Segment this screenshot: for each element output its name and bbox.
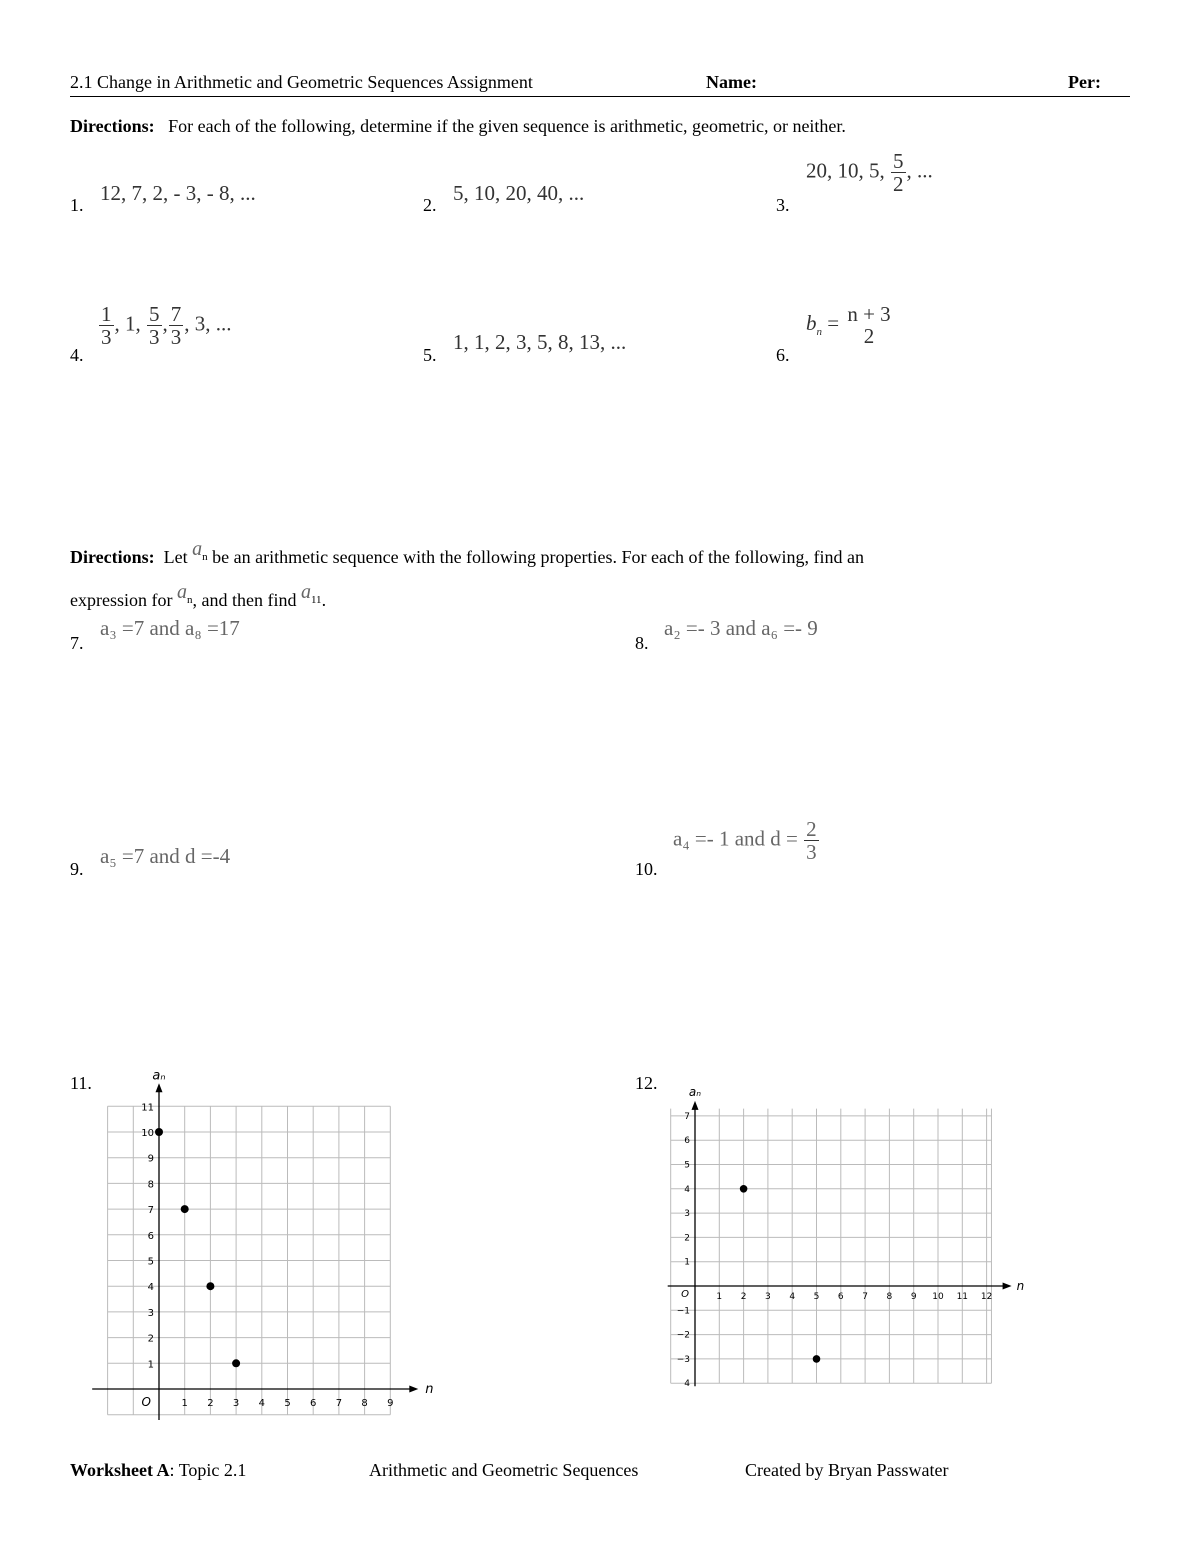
- variable-subscript: n: [186, 593, 193, 606]
- data-point: [181, 1205, 189, 1213]
- x-tick-label: 5: [284, 1398, 291, 1409]
- directions-text: be an arithmetic sequence with the following properties. For each of the following, find an: [212, 547, 864, 567]
- directions-1: [70, 116, 846, 137]
- directions-text: , and then find: [192, 590, 297, 610]
- x-tick-label: 1: [181, 1398, 188, 1409]
- directions-label: Directions:: [70, 547, 155, 567]
- x-tick-label: 5: [813, 1292, 820, 1302]
- x-axis-label: n: [425, 1382, 434, 1397]
- footer-topic: Arithmetic and Geometric Sequences: [369, 1460, 639, 1480]
- fraction-denominator: 3: [149, 325, 160, 350]
- directions-text: .: [321, 590, 327, 610]
- equals-sign: =: [827, 310, 840, 335]
- footer-worksheet-label: [70, 1460, 246, 1481]
- x-tick-label: 8: [361, 1398, 368, 1409]
- formula-subscript: n: [816, 326, 822, 339]
- y-tick-label: 4: [684, 1379, 690, 1390]
- x-tick-label: 11: [956, 1292, 969, 1302]
- fraction-numerator: 1: [101, 302, 112, 326]
- sequence-part: , 3, ...: [184, 311, 232, 336]
- problem-number: 10.: [635, 859, 658, 879]
- y-tick-label: 1: [684, 1257, 690, 1268]
- problem-number: 1.: [70, 195, 84, 215]
- directions-2-line-1: [70, 538, 864, 571]
- y-axis-label: aₙ: [688, 1084, 702, 1099]
- problem-number: 3.: [776, 195, 790, 215]
- data-point: [232, 1359, 240, 1367]
- directions-text: expression for: [70, 590, 173, 610]
- worksheet-title: 2.1 Change in Arithmetic and Geometric Sequences Assignment: [70, 72, 533, 92]
- y-axis-label: aₙ: [152, 1068, 166, 1084]
- directions-label: Directions:: [70, 116, 155, 136]
- fraction: [99, 303, 114, 348]
- problem-2-sequence: 5, 10, 20, 40, ...: [453, 181, 585, 205]
- fraction: [891, 150, 906, 195]
- y-tick-label: 10: [141, 1128, 154, 1139]
- footer-credit: Created by Bryan Passwater: [745, 1460, 949, 1480]
- x-tick-label: 4: [789, 1292, 796, 1302]
- sequence-variable: a: [300, 581, 311, 603]
- y-tick-label: −1: [676, 1306, 690, 1317]
- variable-subscript: 11: [310, 593, 322, 606]
- fraction-numerator: 5: [149, 302, 160, 326]
- formula-variable: b: [806, 310, 817, 335]
- x-tick-label: 7: [862, 1292, 868, 1302]
- y-tick-label: 4: [147, 1282, 154, 1294]
- fraction-denominator: 2: [863, 324, 875, 349]
- y-axis-arrow: [692, 1101, 699, 1110]
- y-axis-arrow: [156, 1083, 163, 1092]
- sequence-variable: a: [192, 538, 203, 560]
- data-point: [206, 1282, 214, 1290]
- x-tick-label: 4: [258, 1398, 265, 1409]
- x-tick-label: 3: [765, 1292, 771, 1302]
- x-tick-label: 9: [387, 1398, 394, 1409]
- sequence-variable: a: [176, 581, 187, 603]
- y-tick-label: 6: [684, 1136, 690, 1147]
- y-tick-label: 9: [147, 1153, 154, 1165]
- x-tick-label: 3: [232, 1398, 240, 1409]
- y-tick-label: 7: [684, 1111, 690, 1122]
- problem-number: 6.: [776, 345, 790, 365]
- x-axis-arrow: [1003, 1283, 1012, 1290]
- problem-3-sequence: [806, 150, 933, 195]
- data-point: [813, 1355, 821, 1363]
- x-tick-label: 6: [837, 1292, 844, 1302]
- data-point: [740, 1185, 748, 1193]
- problem-number: 11.: [70, 1073, 92, 1093]
- origin-label: O: [141, 1395, 151, 1409]
- name-label: Name:: [706, 72, 757, 92]
- y-tick-label: 1: [147, 1359, 154, 1371]
- x-tick-label: 12: [980, 1292, 993, 1302]
- x-axis-arrow: [409, 1386, 418, 1393]
- problem-7-conditions: a₃ =7 and a₈ =17: [100, 616, 240, 640]
- y-tick-label: 5: [684, 1160, 690, 1171]
- fraction: [804, 818, 819, 863]
- topic-label: : Topic 2.1: [169, 1460, 247, 1480]
- problem-number: 12.: [635, 1073, 658, 1093]
- problem-5-sequence: 1, 1, 2, 3, 5, 8, 13, ...: [453, 330, 627, 354]
- fraction-numerator: 2: [806, 817, 817, 841]
- problem-6-formula: [806, 303, 894, 347]
- fraction-denominator: 3: [170, 325, 182, 350]
- x-tick-label: 1: [716, 1292, 723, 1302]
- y-tick-label: 7: [147, 1205, 154, 1217]
- period-label: Per:: [1068, 72, 1101, 92]
- y-tick-label: 6: [147, 1230, 154, 1242]
- problem-9-conditions: a₅ =7 and d =-4: [100, 844, 231, 868]
- directions-text: For each of the following, determine if the given sequence is arithmetic, geometric, or neither.: [168, 116, 846, 136]
- x-tick-label: 10: [932, 1292, 944, 1302]
- y-tick-label: 11: [141, 1102, 154, 1114]
- problem-1-sequence: 12, 7, 2, - 3, - 8, ...: [100, 181, 256, 205]
- x-tick-label: 6: [310, 1398, 317, 1409]
- directions-2-line-2: [70, 581, 327, 614]
- origin-label: O: [681, 1289, 689, 1300]
- problem-4-sequence: $\frac{1}{3}$ , 1, $\frac{5}{3}$ , $\frac{7}{3}$ , 3, ...: [101, 302, 232, 350]
- condition-text: a₄ =- 1 and d =: [673, 826, 798, 851]
- problem-10-conditions: [673, 818, 820, 863]
- sequence-part: , 1,: [114, 311, 141, 336]
- x-tick-label: 8: [886, 1292, 893, 1302]
- fraction-denominator: 3: [101, 325, 112, 350]
- fraction: [845, 303, 892, 347]
- problem-number: 4.: [70, 345, 84, 365]
- fraction-numerator: 5: [893, 149, 904, 173]
- problem-11-graph: [85, 1060, 445, 1420]
- problem-number: 7.: [70, 633, 84, 653]
- header-rule: [70, 96, 1130, 97]
- problem-number: 9.: [70, 859, 84, 879]
- problem-8-conditions: a₂ =- 3 and a₆ =- 9: [664, 616, 818, 640]
- problem-number: 2.: [423, 195, 437, 215]
- sequence-part: , ...: [906, 158, 933, 183]
- x-tick-label: 2: [207, 1398, 214, 1409]
- fraction: [147, 303, 162, 348]
- fraction-numerator: n + 3: [847, 302, 891, 326]
- y-tick-label: −3: [676, 1354, 690, 1365]
- y-tick-label: 3: [147, 1307, 154, 1319]
- y-tick-label: 3: [684, 1209, 690, 1220]
- worksheet-label: Worksheet A: [70, 1460, 170, 1480]
- y-tick-label: −2: [676, 1330, 690, 1341]
- y-tick-label: 2: [684, 1233, 690, 1244]
- y-tick-label: 4: [684, 1184, 690, 1195]
- fraction-denominator: 2: [893, 172, 904, 197]
- fraction: [169, 303, 184, 348]
- fraction-denominator: 3: [806, 840, 817, 865]
- x-tick-label: 9: [910, 1292, 917, 1302]
- x-tick-label: 7: [335, 1398, 343, 1409]
- y-tick-label: 5: [147, 1256, 154, 1268]
- x-tick-label: 2: [740, 1292, 747, 1302]
- x-axis-label: n: [1016, 1279, 1025, 1293]
- variable-subscript: n: [202, 550, 208, 563]
- problem-12-graph: [665, 1075, 1045, 1395]
- directions-text: Let: [163, 547, 188, 567]
- fraction-numerator: 7: [170, 302, 182, 326]
- data-point: [155, 1128, 163, 1136]
- y-tick-label: 8: [147, 1179, 154, 1191]
- y-tick-label: 2: [147, 1333, 154, 1345]
- sequence-part: 20, 10, 5,: [806, 158, 885, 183]
- problem-number: 8.: [635, 633, 649, 653]
- problem-number: 5.: [423, 345, 437, 365]
